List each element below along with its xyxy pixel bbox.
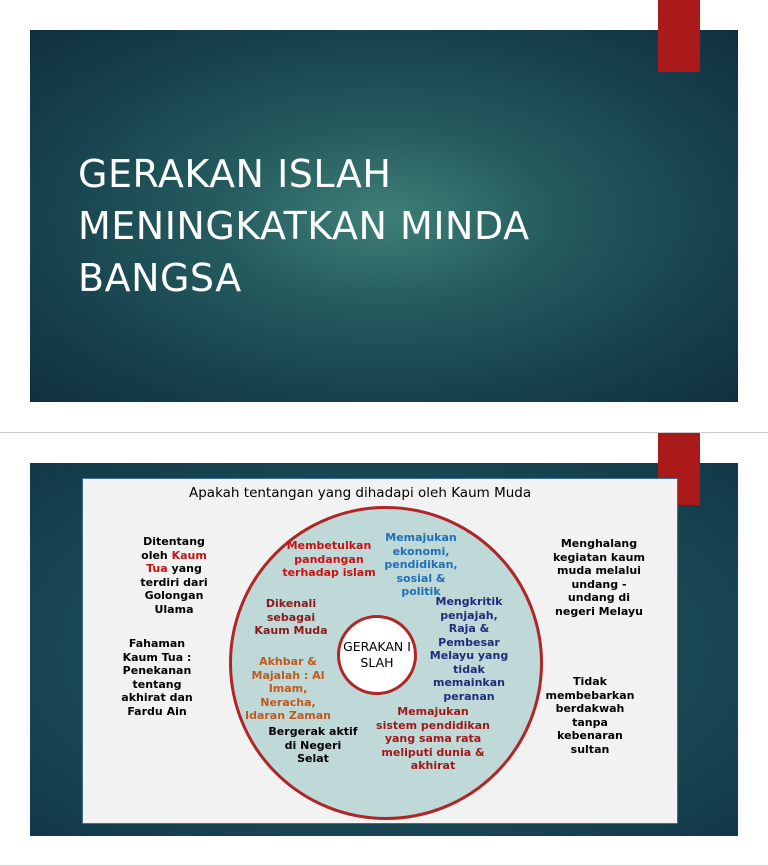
diagram-question: Apakah tentangan yang dihadapi oleh Kaum Muda bbox=[189, 485, 532, 501]
center-label: GERAKAN ISLAH bbox=[343, 639, 411, 670]
slide-divider bbox=[0, 432, 768, 433]
left-bottom-note: Fahaman Kaum Tua : Penekanan tentang akhirat dan Fardu Ain bbox=[121, 637, 193, 718]
kaum-tua-highlight: Kaum Tua bbox=[146, 548, 207, 575]
ring-item-memajukan-ekonomi: Memajukan ekonomi, pendidikan, sosial & politik bbox=[384, 531, 458, 598]
ring-item-memajukan-sistem: Memajukan sistem pendidikan yang sama rata meliputi dunia & akhirat bbox=[376, 705, 490, 772]
right-bottom-note: Tidak membebarkan berdakwah tanpa kebenaran sultan bbox=[545, 675, 635, 756]
left-top-note bbox=[131, 535, 217, 616]
diagram-panel bbox=[82, 478, 678, 824]
title-line-1: GERAKAN ISLAH bbox=[78, 152, 392, 196]
title-line-3: BANGSA bbox=[78, 256, 242, 300]
title-line-2: MENINGKATKAN MINDA bbox=[78, 204, 530, 248]
ring-item-bergerak: Bergerak aktif di Negeri Selat bbox=[268, 725, 358, 765]
accent-tab bbox=[658, 0, 700, 72]
ring-item-dikenali: Dikenali sebagai Kaum Muda bbox=[254, 597, 328, 637]
center-circle bbox=[337, 615, 417, 695]
left-top-text-end: yang terdiri dari Golongan Ulama bbox=[140, 562, 208, 616]
ring-item-akhbar: Akhbar & Majalah : Al Imam, Neracha, Idaran Zaman bbox=[244, 655, 331, 722]
ring-item-mengkritik: Mengkritik penjajah, Raja & Pembesar Melayu yang tidak memainkan peranan bbox=[429, 595, 509, 703]
right-top-note: Menghalang kegiatan kaum muda melalui undang - undang di negeri Melayu bbox=[553, 537, 645, 618]
ring-item-membetulkan: Membetulkan pandangan terhadap islam bbox=[282, 539, 376, 579]
title-slide[interactable] bbox=[30, 30, 738, 402]
left-top-text: Ditentang oleh bbox=[141, 535, 205, 562]
slide-title bbox=[78, 148, 638, 304]
